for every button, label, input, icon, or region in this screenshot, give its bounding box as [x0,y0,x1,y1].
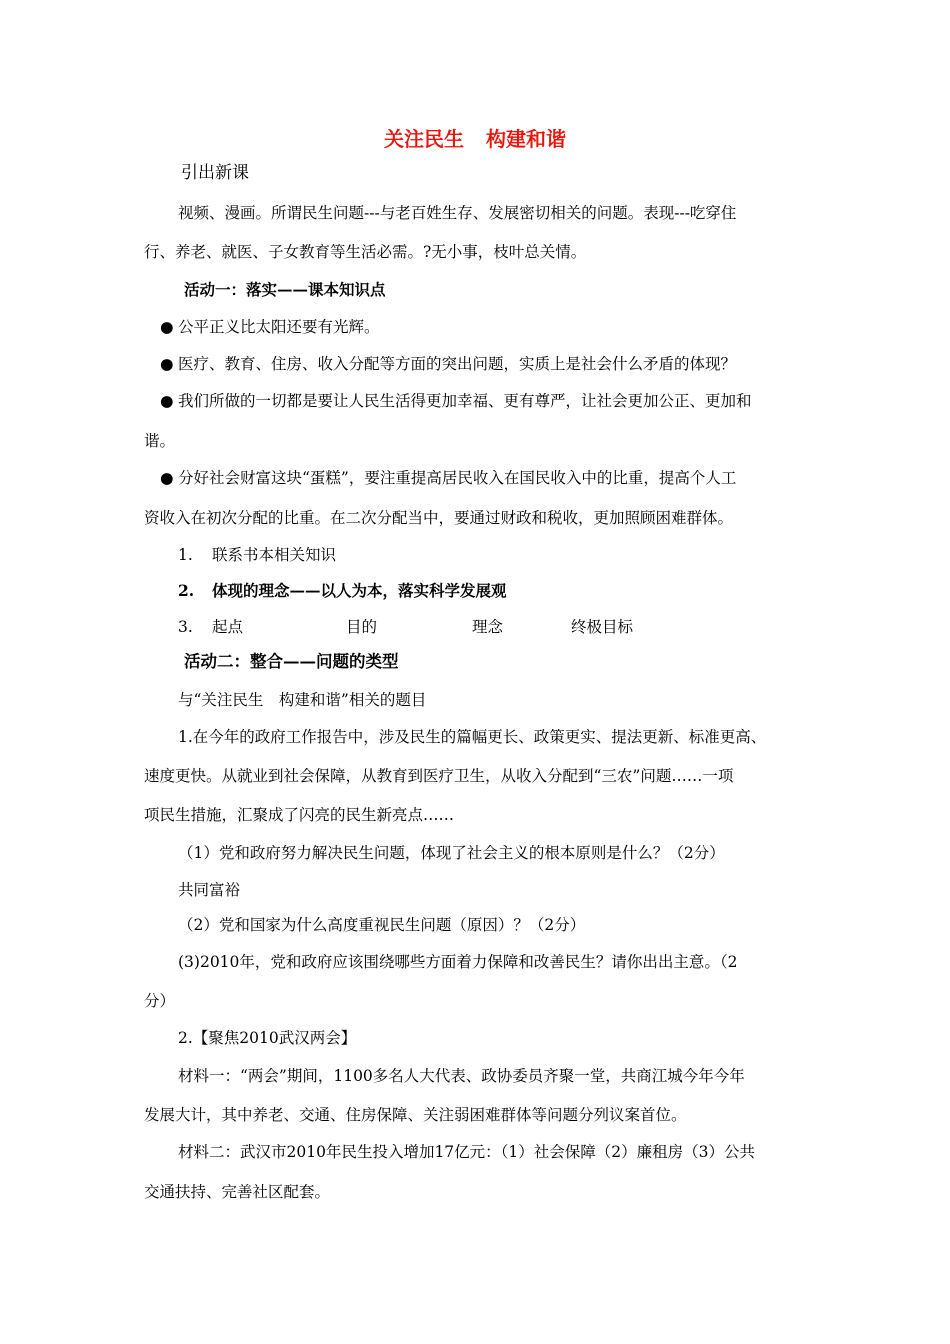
numbered-item-3 [178,616,678,638]
intro-paragraph-line-2: 行、养老、就医、子女教育等生活必需。?无小事，枝叶总关情。 [144,243,587,261]
document-title [0,126,950,152]
numbered-item-3-number: 3. [178,618,193,636]
bullet-icon: ● [160,318,174,336]
numbered-item-2-text: 体现的理念——以人为本，落实科学发展观 [212,581,507,600]
numbered-item-3-col-4: 终极目标 [571,618,634,636]
bullet-icon: ● [160,355,174,373]
material-1-line-1: 材料一：“两会”期间，1100多名人大代表、政协委员齐聚一堂，共商江城今年今年 [178,1067,745,1085]
numbered-item-2-number: 2. [178,581,195,600]
intro-paragraph-line-1: 视频、漫画。所谓民生问题---与老百姓生存、发展密切相关的问题。表现---吃穿住 [178,204,737,222]
bullet-item-1-text: 公平正义比太阳还要有光辉。 [178,318,380,336]
question-1-answer-1: 共同富裕 [178,881,241,899]
numbered-item-2 [178,580,507,602]
title-part-1: 关注民生 [384,127,464,151]
question-1-line-2: 速度更快。从就业到社会保障，从教育到医疗卫生，从收入分配到“三农”问题……一项 [144,767,734,785]
question-2-heading: 2.【聚焦2010武汉两会】 [178,1029,357,1047]
question-1-line-1: 1.在今年的政府工作报告中，涉及民生的篇幅更长、政策更实、提法更新、标准更高、 [178,728,767,746]
numbered-item-3-col-2: 目的 [346,618,378,636]
intro-heading: 引出新课 [181,163,249,183]
bullet-item-4 [160,467,736,489]
bullet-item-2 [160,353,736,375]
bullet-item-1 [160,316,380,338]
question-1-line-3: 项民生措施，汇聚成了闪亮的民生新亮点…… [144,806,455,824]
material-2-line-1: 材料二：武汉市2010年民生投入增加17亿元：（1）社会保障（2）廉租房（3）公共 [178,1143,756,1161]
bullet-item-4-text-line-2: 资收入在初次分配的比重。在二次分配当中，要通过财政和税收，更加照顾困难群体。 [144,509,734,527]
numbered-item-1 [178,544,336,566]
numbered-item-3-col-1: 起点 [212,618,244,636]
numbered-item-1-number: 1. [178,546,193,564]
question-1-sub-3-line-2: 分） [144,992,176,1010]
material-2-line-2: 交通扶持、完善社区配套。 [144,1183,331,1201]
numbered-item-1-text: 联系书本相关知识 [212,546,337,564]
activity-1-heading: 活动一：落实——课本知识点 [184,280,386,299]
material-1-line-2: 发展大计，其中养老、交通、住房保障、关注弱困难群体等问题分列议案首位。 [144,1106,687,1124]
bullet-item-2-text: 医疗、教育、住房、收入分配等方面的突出问题，实质上是社会什么矛盾的体现？ [178,355,737,373]
numbered-item-3-col-3: 理念 [472,618,504,636]
title-part-2: 构建和谐 [486,127,566,151]
bullet-icon: ● [160,392,174,410]
bullet-item-3-text-line-1: 我们所做的一切都是要让人民生活得更加幸福、更有尊严，让社会更加公正、更加和 [178,392,752,410]
related-questions-line: 与“关注民生 构建和谐”相关的题目 [178,691,427,709]
question-1-sub-1: （1）党和政府努力解决民生问题，体现了社会主义的根本原则是什么？（2分） [178,844,725,862]
bullet-item-4-text-line-1: 分好社会财富这块“蛋糕”，要注重提高居民收入在国民收入中的比重，提高个人工 [178,469,737,487]
bullet-item-3-text-line-2: 谐。 [144,432,176,450]
question-1-sub-3-line-1: (3)2010年，党和政府应该围绕哪些方面着力保障和改善民生？请你出出主意。（2 [178,953,738,971]
bullet-item-3 [160,390,752,412]
question-1-sub-2: （2）党和国家为什么高度重视民生问题（原因）？（2分） [178,916,586,934]
bullet-icon: ● [160,469,174,487]
activity-2-heading: 活动二：整合——问题的类型 [184,652,399,671]
